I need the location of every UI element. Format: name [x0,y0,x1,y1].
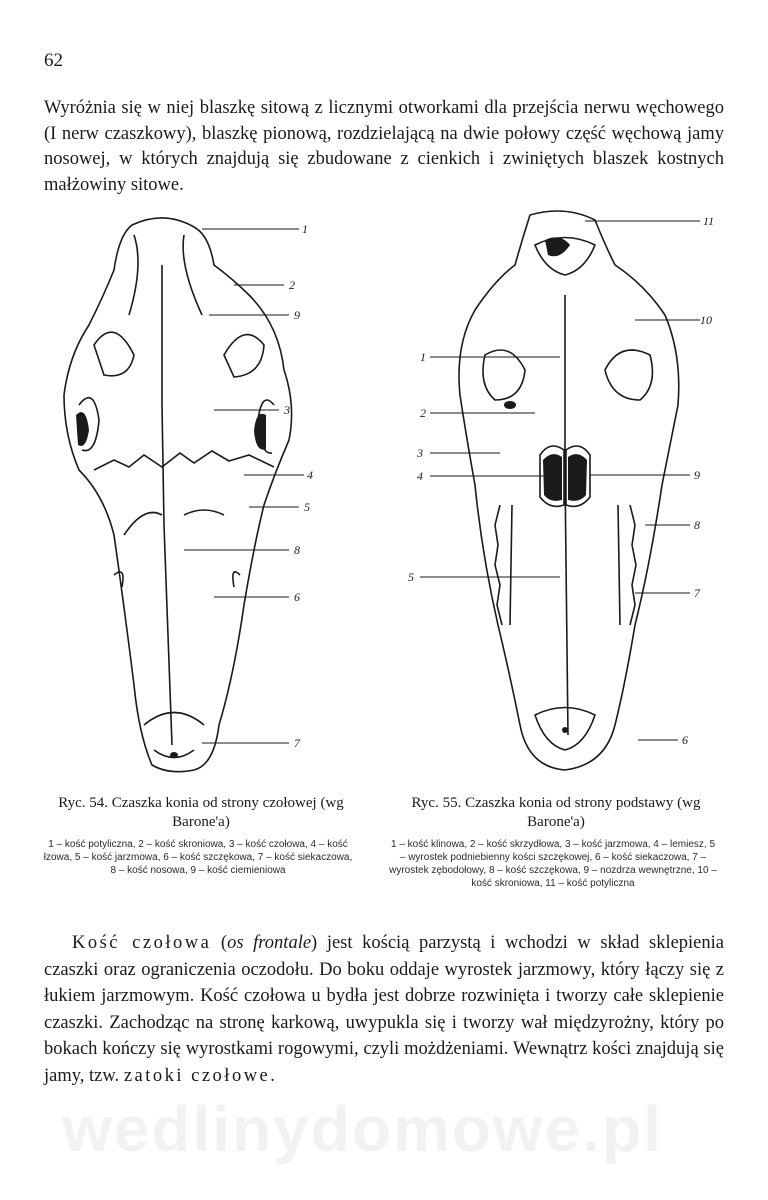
fig55-label-4: 4 [417,469,423,483]
top-paragraph: Wyróżnia się w niej blaszkę sitową z licznymi otworkami dla przejścia nerwu węchowego (I nerw czaszkowy), blaszkę pionową, rozdzielającą na dwie połowy część węchową jamy nosowej, w których znajdują się zbudowane z cienkich i zwiniętych blaszek kostnych małżowiny sitowe. [44,98,724,195]
term-zatoki-czolowe: zatoki czołowe [123,1065,271,1086]
fig55-label-8: 8 [694,518,700,532]
fig55-label-7: 7 [694,586,700,600]
fig54-label-8: 8 [294,543,300,557]
watermark: wedlinydomowe.pl [62,1093,663,1165]
fig55-label-6: 6 [682,733,688,747]
page-number: 62 [44,50,63,71]
fig55-label-3: 3 [417,446,423,460]
fig55-label-2: 2 [420,406,426,420]
figure-55-caption: Ryc. 55. Czaszka konia od strony podstawy (wg Barone'a) [411,795,701,830]
skull-frontal-drawing [34,205,354,785]
fig54-label-9: 9 [294,308,300,322]
term-kosc-czolowa: Kość czołowa [72,933,212,953]
skull-ventral-drawing [400,205,730,785]
fig54-label-2: 2 [289,278,295,292]
fig54-label-7: 7 [294,736,300,750]
figure-skull-frontal [34,205,354,785]
fig55-label-1: 1 [420,350,426,364]
fig54-label-4: 4 [307,468,313,482]
fig55-label-11: 11 [703,214,715,228]
fig54-label-5: 5 [304,500,310,514]
latin-term: os frontale [227,933,312,953]
fig55-label-5: 5 [408,570,414,584]
figure-skull-ventral [400,205,730,785]
fig54-label-6: 6 [294,590,300,604]
fig55-label-10: 10 [700,313,712,327]
fig54-label-3: 3 [284,403,290,417]
figure-55-legend: 1 – kość klinowa, 2 – kość skrzydłowa, 3 – kość jarzmowa, 4 – lemiesz, 5 – wyrostek podniebienny kości szczękowej, 6 – kość siekaczowa, 7 – wyrostek zębodołowy, 8 – kość szczękowa, 9 – nozdrza wewnętrzne, 10 – kość skroniowa, 11 – kość potyliczna [389,839,717,889]
figure-54-legend: 1 – kość potyliczna, 2 – kość skroniowa, 3 – kość czołowa, 4 – kość łzowa, 5 – kość jarzmowa, 6 – kość szczękowa, 7 – kość siekaczowa, 8 – kość nosowa, 9 – kość ciemieniowa [43,839,353,876]
fig54-label-1: 1 [302,222,308,236]
bottom-paragraph: Kość czołowa (os frontale) jest kością parzystą i wchodzi w skład sklepienia czaszki oraz ograniczenia oczodołu. Do boku oddaje wyrostek jarzmowy, który łączy się z łukiem jarzmowym. Kość czołowa u bydła jest dobrze rozwinięta i tworzy całe sklepienie czaszki. Zachodząc na stronę karkową, uwypukla się i tworzy wał międzyrożny, który po bokach kończy się wyrostkami rogowymi, czyli możdżeniami. Wewnątrz kości znajdują się jamy, tzw. zatoki czołowe. [44,933,724,1086]
figure-54-caption: Ryc. 54. Czaszka konia od strony czołowej (wg Barone'a) [58,795,344,830]
fig55-label-9: 9 [694,468,700,482]
